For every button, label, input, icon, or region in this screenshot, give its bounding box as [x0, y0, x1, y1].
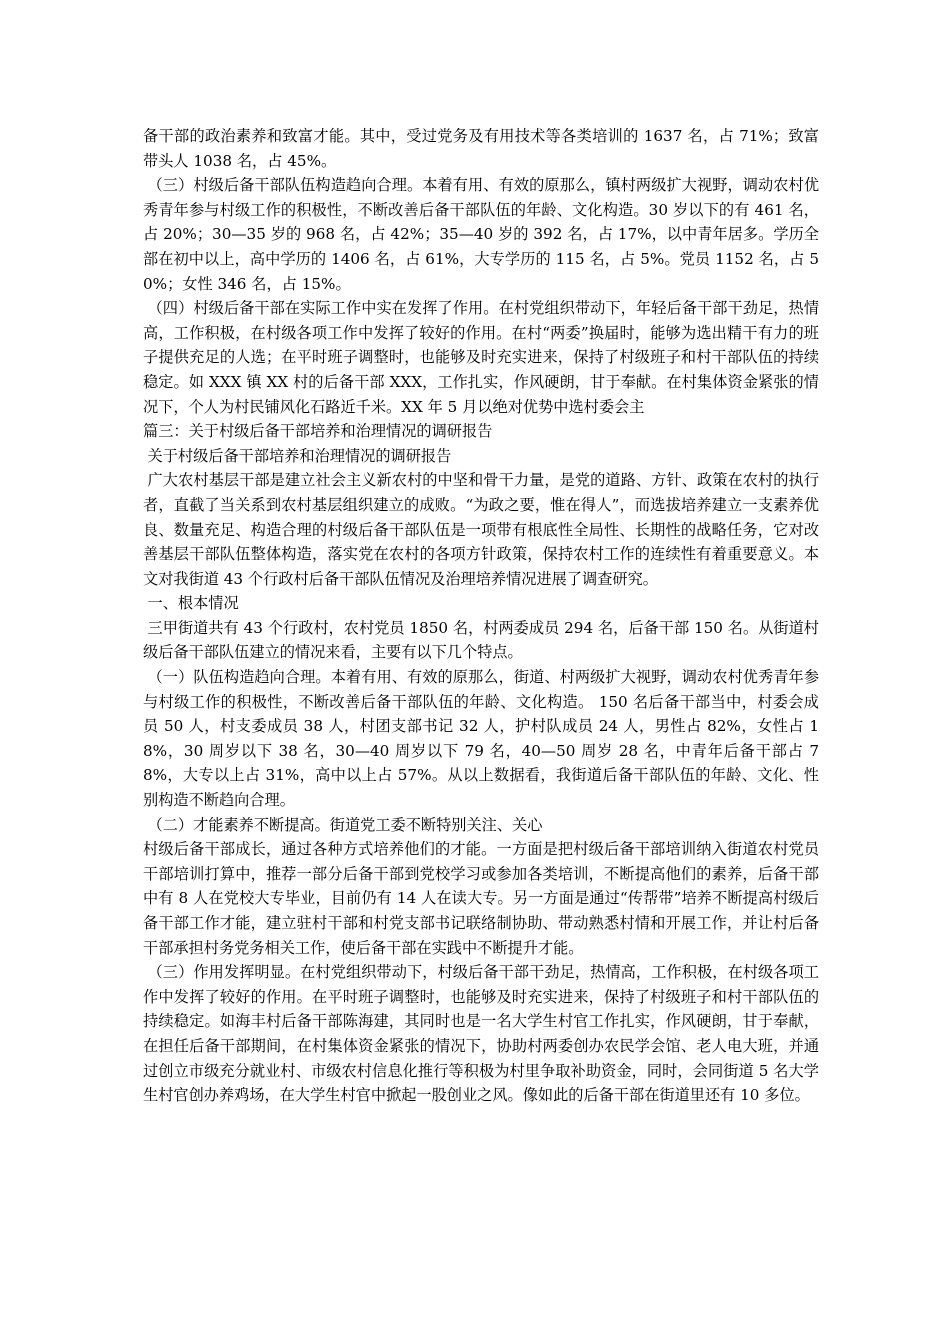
paragraph: （一）队伍构造趋向合理。本着有用、有效的原那么，街道、村两级扩大视野，调动农村优秀青年参与村级工作的积极性，不断改善后备干部队伍的年龄、文化构造。 150 名后备干部当中，村委会成员 50 人，村支委成员 38 人，村团支部书记 32 人，护村队成员 24 人，男性占 82%，女性占 18%，30 周岁以下 38 名，30—40 周岁以下 79 名，40—50 周岁 28 名，中青年后备干部占 78%，大专以上占 31%，高中以上占 57%。从以上数据看，我街道后备干部队伍的年龄、文化、性别构造不断趋向合理。	[143, 668, 819, 810]
subsection-heading: 一、根本情况	[147, 594, 239, 613]
paragraph: （二）才能素养不断提高。街道党工委不断特别关注、关心	[147, 815, 543, 834]
document-page	[143, 124, 819, 1108]
section-heading: 篇三：关于村级后备干部培养和治理情况的调研报告	[143, 422, 493, 441]
paragraph: （四）村级后备干部在实际工作中实在发挥了作用。在村党组织带动下，年轻后备干部干劲足，热情高，工作积极，在村级各项工作中发挥了较好的作用。在村“两委”换届时，能够为选出精干有力的班子提供充足的人选；在平时班子调整时，也能够及时充实进来，保持了村级班子和村干部队伍的持续稳定。如 XXX 镇 XX 村的后备干部 XXX，工作扎实，作风硬朗，甘于奉献。在村集体资金紧张的情况下，个人为村民铺风化石路近千米。XX 年 5 月以绝对优势中选村委会主	[143, 299, 819, 416]
paragraph: （三）村级后备干部队伍构造趋向合理。本着有用、有效的原那么，镇村两级扩大视野，调动农村优秀青年参与村级工作的积极性，不断改善后备干部队伍的年龄、文化构造。30 岁以下的有 461 名，占 20%；30—35 岁的 968 名，占 42%；35—40 岁的 392 名，占 17%，以中青年居多。学历全部在初中以上，高中学历的 1406 名，占 61%，大专学历的 115 名，占 5%。党员 1152 名，占 50%；女性 346 名，占 15%。	[143, 176, 819, 293]
paragraph: 备干部的政治素养和致富才能。其中，受过党务及有用技术等各类培训的 1637 名，占 71%；致富带头人 1038 名，占 45%。	[143, 127, 819, 170]
paragraph: 村级后备干部成长，通过各种方式培养他们的才能。一方面是把村级后备干部培训纳入街道农村党员干部培训打算中，推荐一部分后备干部到党校学习或参加各类培训，不断提高他们的素养，后备干部中有 8 人在党校大专毕业，目前仍有 14 人在读大专。另一方面是通过“传帮带”培养不断提高村级后备干部工作才能，建立驻村干部和村党支部书记联络制协助、带动熟悉村情和开展工作，并让村后备干部承担村务党务相关工作，使后备干部在实践中不断提升才能。	[143, 840, 819, 957]
paragraph: 三甲街道共有 43 个行政村，农村党员 1850 名，村两委成员 294 名，后备干部 150 名。从街道村级后备干部队伍建立的情况来看，主要有以下几个特点。	[143, 618, 819, 662]
paragraph: 广大农村基层干部是建立社会主义新农村的中坚和骨干力量，是党的道路、方针、政策在农村的执行者，直截了当关系到农村基层组织建立的成败。“为政之要，惟在得人”，而选拔培养建立一支素养优良、数量充足、构造合理的村级后备干部队伍是一项带有根底性全局性、长期性的战略任务，它对改善基层干部队伍整体构造，落实党在农村的各项方针政策，保持农村工作的连续性有着重要意义。本文对我街道 43 个行政村后备干部队伍情况及治理培养情况进展了调查研究。	[143, 471, 819, 588]
report-title: 关于村级后备干部培养和治理情况的调研报告	[147, 446, 452, 465]
paragraph: （三）作用发挥明显。在村党组织带动下，村级后备干部干劲足，热情高，工作积极，在村级各项工作中发挥了较好的作用。在平时班子调整时，也能够及时充实进来，保持了村级班子和村干部队伍的持续稳定。如海丰村后备干部陈海建，其同时也是一名大学生村官工作扎实，作风硬朗，甘于奉献，在担任后备干部期间，在村集体资金紧张的情况下，协助村两委创办农民学会馆、老人电大班，并通过创立市级充分就业村、市级农村信息化推行等积极为村里争取补助资金，同时，会同街道 5 名大学生村官创办养鸡场，在大学生村官中掀起一股创业之风。像如此的后备干部在街道里还有 10 多位。	[143, 963, 819, 1105]
